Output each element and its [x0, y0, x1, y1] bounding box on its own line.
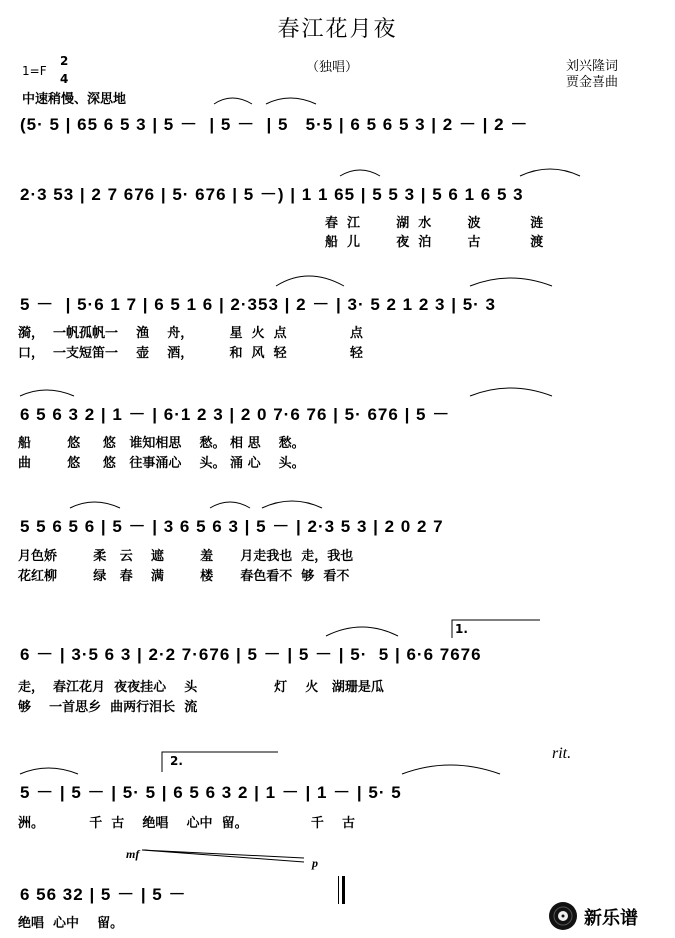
final-barline-thick: [342, 876, 345, 904]
row-4-lyrics-verse-2: 曲 悠 悠 往事涌心 头。 涌 心 头。: [18, 456, 305, 471]
slur: [210, 502, 250, 508]
row-2-lyrics-verse-1: 春 江 湖 水 波 涟: [325, 216, 544, 231]
row-5-lyrics-verse-1: 月色娇 柔 云 遮 羞 月走我也 走，我也: [18, 549, 354, 564]
score-row-3-notes: 5 － | 5·6 1 7 | 6 5 1 6 | 2·353 | 2 － | 3· 5 2 1 2 3 | 5· 3: [20, 295, 496, 314]
ritardando-mark: rit.: [552, 745, 572, 762]
second-ending-label: 2.: [170, 754, 183, 768]
site-logo: [548, 900, 666, 932]
score-row-4-notes: 6 5 6 3 2 | 1 － | 6·1 2 3 | 2 0 7·6 76 | 5· 676 | 5 －: [20, 405, 451, 424]
slur: [326, 627, 398, 636]
score-row-5-notes: 5 5 6 5 6 | 5 － | 3 6 5 6 3 | 5 － | 2·3 5 3 | 2 0 2 7: [20, 517, 444, 536]
slur: [20, 390, 74, 396]
score-row-7-notes: 5 － | 5 － | 5· 5 | 6 5 6 3 2 | 1 － | 1 － | 5· 5: [20, 783, 402, 802]
final-barline-thin: [338, 876, 339, 904]
record-disc-icon: [548, 901, 578, 931]
score-row-1-notes: (5· 5 | 65 6 5 3 | 5 － | 5 － | 5 5·5 | 6 5 6 5 3 | 2 － | 2 －: [20, 115, 529, 134]
volta-bracket-1: [452, 620, 540, 638]
time-signature-bottom: 4: [60, 72, 69, 86]
row-3-lyrics-verse-1: 漪， 一帆孤帆一 渔 舟， 星 火 点 点: [18, 326, 363, 341]
row-2-lyrics-verse-2: 船 儿 夜 泊 古 渡: [325, 235, 544, 250]
key-signature: 1=F: [22, 64, 47, 78]
slur: [276, 276, 344, 286]
slur: [470, 388, 552, 396]
tempo-marking: 中速稍慢、深思地: [22, 92, 127, 107]
slur: [20, 768, 78, 774]
slur: [262, 501, 322, 508]
slur: [520, 169, 580, 176]
slur: [402, 765, 500, 774]
volta-bracket-2: [162, 752, 278, 772]
composer: 贾金喜曲: [566, 75, 619, 90]
slur: [70, 502, 120, 508]
score-row-2-notes: 2·3 53 | 2 7 676 | 5· 676 | 5 －) | 1 1 65 | 5 5 3 | 5 6 1 6 5 3: [20, 185, 524, 204]
row-6-lyrics-verse-2: 够 一首思乡 曲两行泪长 流: [18, 700, 198, 715]
score-row-8-notes: 6 56 32 | 5 － | 5 －: [20, 885, 187, 904]
slur: [266, 98, 316, 104]
time-signature-top: 2: [60, 54, 69, 68]
slur: [470, 278, 552, 286]
subtitle: （独唱）: [306, 60, 359, 75]
row-6-lyrics-verse-1: 走， 春江花月 夜夜挂心 头 灯 火 湖珊是瓜: [18, 680, 384, 695]
song-title: 春江花月夜: [277, 17, 398, 42]
first-ending-label: 1.: [455, 622, 468, 636]
hairpin-diminuendo: [142, 850, 304, 862]
lyricist: 刘兴隆词: [566, 59, 619, 74]
row-3-lyrics-verse-2: 口， 一支短笛一 壶 酒， 和 风 轻 轻: [18, 346, 363, 361]
row-7-lyrics-verse-1: 洲。 千 古 绝唱 心中 留。 千 古: [18, 816, 356, 831]
slur: [214, 98, 252, 104]
row-4-lyrics-verse-1: 船 悠 悠 谁知相思 愁。 相 思 愁。: [18, 436, 305, 451]
logo-text: 新乐谱: [584, 908, 638, 929]
row-8-lyrics-verse-1: 绝唱 心中 留。: [18, 916, 124, 931]
dynamic-p: p: [312, 856, 318, 870]
row-5-lyrics-verse-2: 花红柳 绿 春 满 楼 春色看不 够 看不: [18, 569, 350, 584]
score-row-6-notes: 6 － | 3·5 6 3 | 2·2 7·676 | 5 － | 5 － | 5· 5 | 6·6 7676: [20, 645, 482, 664]
dynamic-mf: mf: [126, 847, 140, 861]
slur: [340, 170, 380, 176]
